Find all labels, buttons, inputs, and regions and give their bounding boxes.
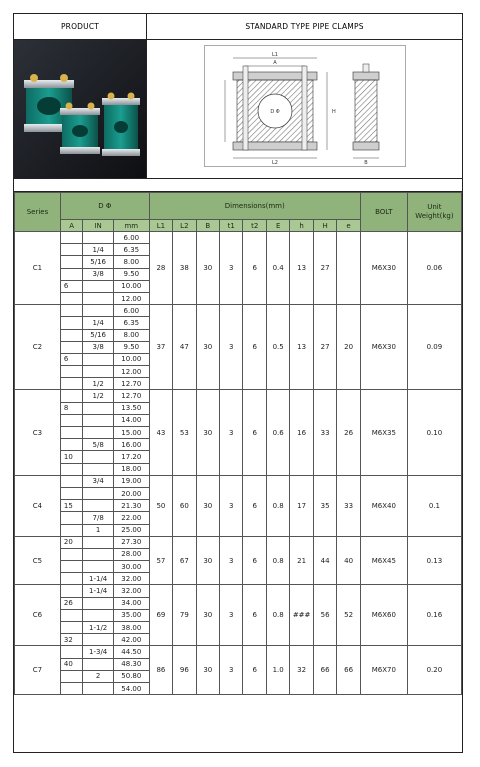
subheader-l1: L1 (149, 220, 172, 232)
size-mm-cell: 27.30 (113, 536, 149, 548)
dimension-t1-cell: 3 (220, 585, 243, 646)
size-a-cell (60, 622, 82, 634)
dimension-e-cell: 0.8 (266, 475, 289, 536)
size-in-cell (83, 305, 114, 317)
size-a-cell (60, 463, 82, 475)
product-header: PRODUCT (14, 14, 147, 40)
size-in-cell (83, 536, 114, 548)
size-in-cell: 1-1/2 (83, 622, 114, 634)
dimension-l2-cell: 38 (173, 232, 196, 305)
dimension-b-cell: 30 (196, 536, 219, 585)
size-mm-cell: 34.00 (113, 597, 149, 609)
subheader-in: IN (83, 220, 114, 232)
header-dimensions: Dimensions(mm) (149, 193, 360, 220)
series-cell: C3 (15, 390, 61, 475)
size-in-cell: 5/16 (83, 329, 114, 341)
size-mm-cell: 15.00 (113, 427, 149, 439)
size-in-cell: 7/8 (83, 512, 114, 524)
size-in-cell (83, 634, 114, 646)
type-header: STANDARD TYPE PIPE CLAMPS (147, 14, 462, 40)
dimension-t2-cell: 6 (243, 585, 266, 646)
dimension-b-cell: 30 (196, 585, 219, 646)
dimension-t2-cell: 6 (243, 305, 266, 390)
size-mm-cell: 9.50 (113, 341, 149, 353)
size-mm-cell: 12.70 (113, 390, 149, 402)
size-in-cell (83, 414, 114, 426)
clamp-drawing (205, 46, 405, 166)
dimension-e-cell: 0.4 (266, 232, 289, 305)
subheader-h-upper: H (313, 220, 336, 232)
spec-sheet (13, 13, 463, 753)
size-mm-cell: 14.00 (113, 414, 149, 426)
series-cell: C5 (15, 536, 61, 585)
dimension-l2-cell: 96 (173, 646, 196, 695)
size-mm-cell: 6.35 (113, 317, 149, 329)
unit-weight-cell: 0.10 (407, 390, 461, 475)
size-a-cell (60, 548, 82, 560)
size-in-cell: 1/2 (83, 390, 114, 402)
dimension-e-cell: 0.5 (266, 305, 289, 390)
size-in-cell (83, 280, 114, 292)
size-a-cell (60, 232, 82, 244)
size-in-cell: 5/16 (83, 256, 114, 268)
size-in-cell: 3/8 (83, 341, 114, 353)
size-in-cell (83, 658, 114, 670)
dimension-e-cell: 33 (337, 475, 361, 536)
table-row (15, 585, 462, 597)
size-a-cell (60, 670, 82, 682)
series-cell: C1 (15, 232, 61, 305)
size-mm-cell: 6.00 (113, 305, 149, 317)
dimension-e-cell (337, 232, 361, 305)
size-a-cell (60, 390, 82, 402)
size-in-cell (83, 292, 114, 304)
subheader-mm: mm (113, 220, 149, 232)
table-row (15, 232, 462, 244)
size-mm-cell: 50.80 (113, 670, 149, 682)
bolt-cell: M6X70 (360, 646, 407, 695)
size-a-cell (60, 292, 82, 304)
subheader-b: B (196, 220, 219, 232)
dimension-t2-cell: 6 (243, 475, 266, 536)
subheader-l2: L2 (173, 220, 196, 232)
size-in-cell (83, 402, 114, 414)
series-cell: C4 (15, 475, 61, 536)
size-in-cell: 1/4 (83, 244, 114, 256)
size-in-cell (83, 500, 114, 512)
size-mm-cell: 16.00 (113, 439, 149, 451)
size-in-cell (83, 561, 114, 573)
size-in-cell: 1-1/4 (83, 573, 114, 585)
dimension-h-cell: 13 (290, 232, 313, 305)
size-mm-cell: 35.00 (113, 609, 149, 621)
size-a-cell (60, 268, 82, 280)
table-row (15, 390, 462, 402)
unit-weight-cell: 0.13 (407, 536, 461, 585)
dimension-t1-cell: 3 (220, 646, 243, 695)
dimension-b-cell: 30 (196, 232, 219, 305)
pipe-clamp-spec-table (14, 192, 462, 695)
dimension-l1-cell: 86 (149, 646, 172, 695)
svg-text:B: B (364, 160, 368, 166)
size-a-cell (60, 585, 82, 597)
subheader-a: A (60, 220, 82, 232)
size-a-cell (60, 561, 82, 573)
size-a-cell: 8 (60, 402, 82, 414)
size-in-cell (83, 451, 114, 463)
size-a-cell (60, 414, 82, 426)
dimension-h-cell: 35 (313, 475, 336, 536)
dimension-e-cell: 66 (337, 646, 361, 695)
size-in-cell (83, 463, 114, 475)
size-a-cell: 32 (60, 634, 82, 646)
bolt-cell: M6X35 (360, 390, 407, 475)
size-a-cell: 26 (60, 597, 82, 609)
dimension-h-cell: 44 (313, 536, 336, 585)
size-in-cell: 3/8 (83, 268, 114, 280)
size-mm-cell: 44.50 (113, 646, 149, 658)
series-cell: C7 (15, 646, 61, 695)
size-a-cell (60, 682, 82, 694)
size-in-cell: 1-3/4 (83, 646, 114, 658)
dimension-e-cell: 0.6 (266, 390, 289, 475)
dimension-h-cell: 66 (313, 646, 336, 695)
dimension-h-cell: 32 (290, 646, 313, 695)
separator-row (14, 178, 462, 192)
size-in-cell (83, 353, 114, 365)
size-mm-cell: 19.00 (113, 475, 149, 487)
size-in-cell: 3/4 (83, 475, 114, 487)
size-mm-cell: 38.00 (113, 622, 149, 634)
dimension-b-cell: 30 (196, 475, 219, 536)
svg-text:A: A (273, 60, 277, 66)
size-a-cell (60, 646, 82, 658)
series-cell: C6 (15, 585, 61, 646)
dimension-t1-cell: 3 (220, 232, 243, 305)
spec-table-body (15, 232, 462, 695)
technical-drawing (204, 45, 406, 167)
size-a-cell (60, 475, 82, 487)
dimension-l1-cell: 28 (149, 232, 172, 305)
size-mm-cell: 18.00 (113, 463, 149, 475)
dimension-h-cell: 27 (313, 305, 336, 390)
size-in-cell: 2 (83, 670, 114, 682)
size-mm-cell: 12.00 (113, 366, 149, 378)
dimension-t2-cell: 6 (243, 232, 266, 305)
dimension-t1-cell: 3 (220, 305, 243, 390)
size-a-cell: 10 (60, 451, 82, 463)
dimension-t1-cell: 3 (220, 475, 243, 536)
size-a-cell: 40 (60, 658, 82, 670)
dimension-e-cell: 0.8 (266, 536, 289, 585)
subheader-e-lower: E (266, 220, 289, 232)
size-a-cell (60, 244, 82, 256)
size-a-cell (60, 439, 82, 451)
dimension-l2-cell: 47 (173, 305, 196, 390)
size-in-cell: 5/8 (83, 439, 114, 451)
series-cell: C2 (15, 305, 61, 390)
product-photo (14, 40, 147, 178)
bolt-cell: M6X60 (360, 585, 407, 646)
bolt-cell: M6X40 (360, 475, 407, 536)
subheader-t2: t2 (243, 220, 266, 232)
size-a-cell (60, 305, 82, 317)
unit-weight-cell: 0.1 (407, 475, 461, 536)
size-mm-cell: 28.00 (113, 548, 149, 560)
size-mm-cell: 17.20 (113, 451, 149, 463)
size-a-cell (60, 573, 82, 585)
size-a-cell: 6 (60, 280, 82, 292)
dimension-h-cell: 56 (313, 585, 336, 646)
size-mm-cell: 6.00 (113, 232, 149, 244)
size-mm-cell: 8.00 (113, 329, 149, 341)
drawing-cell (147, 40, 462, 178)
size-mm-cell: 30.00 (113, 561, 149, 573)
table-row (15, 536, 462, 548)
svg-text:L1: L1 (272, 52, 278, 58)
size-mm-cell: 9.50 (113, 268, 149, 280)
size-in-cell (83, 427, 114, 439)
dimension-h-cell: 33 (313, 390, 336, 475)
dimension-l1-cell: 50 (149, 475, 172, 536)
dimension-t1-cell: 3 (220, 536, 243, 585)
dimension-t2-cell: 6 (243, 646, 266, 695)
size-a-cell (60, 341, 82, 353)
dimension-h-cell: ### (290, 585, 313, 646)
table-row (15, 646, 462, 658)
dimension-b-cell: 30 (196, 646, 219, 695)
subheader-t1: t1 (220, 220, 243, 232)
svg-text:L2: L2 (272, 160, 278, 166)
dimension-h-cell: 27 (313, 232, 336, 305)
dimension-h-cell: 13 (290, 305, 313, 390)
table-row (15, 475, 462, 487)
dimension-e-cell: 1.0 (266, 646, 289, 695)
size-a-cell: 20 (60, 536, 82, 548)
unit-weight-cell: 0.06 (407, 232, 461, 305)
dimension-e-cell: 20 (337, 305, 361, 390)
size-mm-cell: 25.00 (113, 524, 149, 536)
size-mm-cell: 6.35 (113, 244, 149, 256)
size-in-cell: 1/2 (83, 378, 114, 390)
size-mm-cell: 10.00 (113, 353, 149, 365)
size-in-cell: 1-1/4 (83, 585, 114, 597)
bolt-cell: M6X45 (360, 536, 407, 585)
dimension-l2-cell: 60 (173, 475, 196, 536)
dimension-l2-cell: 53 (173, 390, 196, 475)
size-in-cell (83, 597, 114, 609)
size-in-cell (83, 609, 114, 621)
size-mm-cell: 54.00 (113, 682, 149, 694)
dimension-e-cell: 0.8 (266, 585, 289, 646)
bolt-cell: M6X30 (360, 305, 407, 390)
size-mm-cell: 20.00 (113, 487, 149, 499)
subheader-e-small: e (337, 220, 361, 232)
size-mm-cell: 12.70 (113, 378, 149, 390)
size-a-cell (60, 256, 82, 268)
dimension-t1-cell: 3 (220, 390, 243, 475)
size-in-cell (83, 232, 114, 244)
size-a-cell (60, 487, 82, 499)
unit-weight-cell: 0.20 (407, 646, 461, 695)
size-mm-cell: 22.00 (113, 512, 149, 524)
size-a-cell (60, 366, 82, 378)
dimension-e-cell: 26 (337, 390, 361, 475)
dimension-h-cell: 21 (290, 536, 313, 585)
dimension-t2-cell: 6 (243, 536, 266, 585)
size-mm-cell: 10.00 (113, 280, 149, 292)
dimension-h-cell: 16 (290, 390, 313, 475)
size-in-cell: 1/4 (83, 317, 114, 329)
size-in-cell (83, 548, 114, 560)
header-bolt: BOLT (360, 193, 407, 232)
dimension-l2-cell: 67 (173, 536, 196, 585)
size-a-cell (60, 524, 82, 536)
header-d-phi: D Φ (60, 193, 149, 220)
dimension-b-cell: 30 (196, 390, 219, 475)
size-a-cell (60, 329, 82, 341)
header-series: Series (15, 193, 61, 232)
size-a-cell (60, 317, 82, 329)
unit-weight-cell: 0.09 (407, 305, 461, 390)
size-mm-cell: 8.00 (113, 256, 149, 268)
svg-text:D Φ: D Φ (270, 109, 280, 115)
dimension-b-cell: 30 (196, 305, 219, 390)
dimension-l1-cell: 43 (149, 390, 172, 475)
dimension-t2-cell: 6 (243, 390, 266, 475)
dimension-l1-cell: 37 (149, 305, 172, 390)
size-mm-cell: 32.00 (113, 573, 149, 585)
dimension-l1-cell: 69 (149, 585, 172, 646)
size-in-cell (83, 682, 114, 694)
size-a-cell (60, 378, 82, 390)
header-unit-weight: Unit Weight(kg) (407, 193, 461, 232)
size-mm-cell: 48.30 (113, 658, 149, 670)
size-a-cell: 15 (60, 500, 82, 512)
size-a-cell (60, 512, 82, 524)
size-in-cell: 1 (83, 524, 114, 536)
size-mm-cell: 21.30 (113, 500, 149, 512)
dimension-h-cell: 17 (290, 475, 313, 536)
table-row (15, 305, 462, 317)
size-a-cell (60, 609, 82, 621)
svg-text:H: H (332, 109, 336, 115)
subheader-h-lower: h (290, 220, 313, 232)
size-mm-cell: 12.00 (113, 292, 149, 304)
size-in-cell (83, 487, 114, 499)
size-a-cell (60, 427, 82, 439)
size-mm-cell: 42.00 (113, 634, 149, 646)
dimension-l1-cell: 57 (149, 536, 172, 585)
size-mm-cell: 13.50 (113, 402, 149, 414)
dimension-l2-cell: 79 (173, 585, 196, 646)
size-a-cell: 6 (60, 353, 82, 365)
unit-weight-cell: 0.16 (407, 585, 461, 646)
clamp-photo-image (14, 40, 147, 178)
bolt-cell: M6X30 (360, 232, 407, 305)
dimension-e-cell: 52 (337, 585, 361, 646)
size-in-cell (83, 366, 114, 378)
size-mm-cell: 32.00 (113, 585, 149, 597)
dimension-e-cell: 40 (337, 536, 361, 585)
